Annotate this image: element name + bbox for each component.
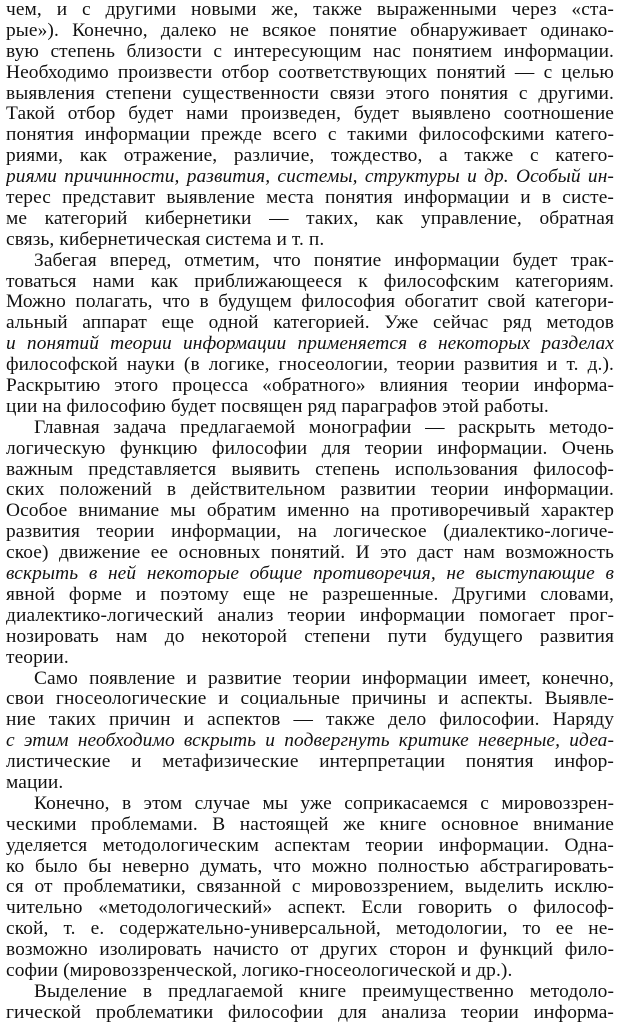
text-segment: ся от проблематики, связанной с мировоззрением, выделить исклю- bbox=[6, 877, 614, 898]
text-line bbox=[6, 313, 614, 334]
text-segment: ческими проблемами. В настоящей же книге основное внимание bbox=[6, 814, 614, 835]
text-segment: теории. bbox=[6, 647, 69, 668]
text-line bbox=[6, 63, 614, 84]
text-line bbox=[6, 334, 614, 355]
text-line bbox=[6, 919, 614, 940]
text-segment: Конечно, в этом случае мы уже соприкасаемся с мировоззрен- bbox=[34, 793, 614, 814]
text-segment: ской, т. е. содержательно-универсальной, методологии, то ее не- bbox=[6, 919, 614, 940]
text-line bbox=[6, 773, 614, 794]
text-line bbox=[6, 710, 614, 731]
text-line bbox=[6, 961, 614, 982]
text-segment: уделяется методологическим аспектам теории информации. Одна- bbox=[6, 835, 614, 856]
text-segment: вую степень близости с интересующим нас понятием информации. bbox=[6, 41, 614, 62]
text-segment: терес представит выявление места понятия информации и в систе- bbox=[6, 188, 614, 209]
text-line bbox=[6, 355, 614, 376]
text-line bbox=[6, 543, 614, 564]
text-segment: рые»). Конечно, далеко не всякое понятие обнаруживает одинако- bbox=[6, 20, 614, 41]
text-segment: Необходимо произвести отбор соответствующих понятий — с целью bbox=[6, 62, 614, 83]
text-line bbox=[6, 84, 614, 105]
text-segment: Такой отбор будет нами произведен, будет выявлено соотношение bbox=[6, 104, 614, 125]
text-segment: ме категорий кибернетики — таких, как управление, обратная bbox=[6, 208, 614, 229]
text-segment: философской науки (в логике, гносеологии, теории развития и т. д.). bbox=[6, 355, 614, 376]
text-line bbox=[6, 689, 614, 710]
text-segment: развития теории информации, на логическое (диалектико-логиче- bbox=[6, 522, 614, 543]
text-line bbox=[6, 585, 614, 606]
text-line bbox=[6, 480, 614, 501]
text-line bbox=[6, 0, 614, 21]
text-line bbox=[6, 292, 614, 313]
text-line bbox=[6, 752, 614, 773]
text-segment: Можно полагать, что в будущем философия обогатит свой категори- bbox=[6, 292, 614, 313]
text-line bbox=[6, 188, 614, 209]
text-segment: альный аппарат еще одной категорией. Уже сейчас ряд методов bbox=[6, 313, 614, 334]
text-line bbox=[6, 877, 614, 898]
text-line bbox=[6, 272, 614, 293]
text-line bbox=[6, 606, 614, 627]
text-segment: связь, кибернетическая система и т. п. bbox=[6, 229, 325, 250]
text-line bbox=[6, 940, 614, 961]
text-segment: диалектико-логический анализ теории информации помогает прог- bbox=[6, 605, 614, 626]
text-line bbox=[6, 125, 614, 146]
text-line bbox=[6, 146, 614, 167]
text-line bbox=[6, 397, 614, 418]
text-segment: Само появление и развитие теории информации имеет, конечно, bbox=[34, 668, 614, 689]
text-segment: ских положений в действительном развитии теории информации. bbox=[6, 480, 614, 501]
text-line bbox=[6, 731, 614, 752]
text-segment: выявления степени существенности связи этого понятия с другими. bbox=[6, 83, 614, 104]
text-line bbox=[6, 460, 614, 481]
text-segment: ко было бы неверно думать, что можно полностью абстрагировать- bbox=[6, 856, 614, 877]
text-segment: логическую функцию философии для теории информации. Очень bbox=[6, 438, 614, 459]
text-line bbox=[6, 209, 614, 230]
text-line bbox=[6, 627, 614, 648]
text-line bbox=[6, 836, 614, 857]
text-segment: ние таких причин и аспектов — также дело философии. Наряду bbox=[6, 710, 614, 731]
text-line bbox=[6, 898, 614, 919]
text-line bbox=[6, 982, 614, 1003]
text-segment: гической проблематики философии для анализа теории информа- bbox=[6, 1002, 614, 1023]
text-segment: вскрыть в ней некоторые общие противоречия, не выступающие в bbox=[6, 564, 614, 585]
text-segment: свои гносеологические и социальные причины и аспекты. Выявле- bbox=[6, 689, 614, 710]
text-segment: с этим необходимо вскрыть и подвергнуть критике неверные, идеа- bbox=[6, 731, 614, 752]
text-line bbox=[6, 167, 614, 188]
text-segment: понятия информации прежде всего с такими философскими катего- bbox=[6, 125, 614, 146]
text-line bbox=[6, 230, 614, 251]
text-line bbox=[6, 794, 614, 815]
text-segment: листические и метафизические интерпретации понятия инфор- bbox=[6, 752, 614, 773]
text-line bbox=[6, 376, 614, 397]
text-segment: чем, и с другими новыми же, также выраженными через «ста- bbox=[6, 0, 614, 20]
text-segment: софии (мировоззренческой, логико-гносеологической и др.). bbox=[6, 960, 513, 981]
text-segment: Главная задача предлагаемой монографии — раскрыть методо- bbox=[34, 417, 614, 438]
text-segment: мации. bbox=[6, 772, 64, 793]
text-line bbox=[6, 669, 614, 690]
text-segment: Особое внимание мы обратим именно на противоречивый характер bbox=[6, 501, 614, 522]
text-line bbox=[6, 439, 614, 460]
text-line bbox=[6, 648, 614, 669]
text-line bbox=[6, 522, 614, 543]
text-segment: важным представляется выявить степень использования философ- bbox=[6, 459, 614, 480]
text-line bbox=[6, 251, 614, 272]
text-segment: Выделение в предлагаемой книге преимущественно методоло- bbox=[34, 981, 614, 1002]
text-line bbox=[6, 104, 614, 125]
text-line bbox=[6, 21, 614, 42]
text-segment: чительно «методологический» аспект. Если говорить о философ- bbox=[6, 898, 614, 919]
text-segment: возможно изолировать начисто от других сторон и функций фило- bbox=[6, 940, 614, 961]
text-line bbox=[6, 501, 614, 522]
text-line bbox=[6, 1003, 614, 1024]
text-segment: ции на философию будет посвящен ряд параграфов этой работы. bbox=[6, 396, 549, 417]
text-line bbox=[6, 42, 614, 63]
text-line bbox=[6, 564, 614, 585]
text-segment: и понятий теории информации применяется в некоторых разделах bbox=[6, 334, 614, 355]
text-line bbox=[6, 815, 614, 836]
text-segment: Забегая вперед, отметим, что понятие информации будет трак- bbox=[34, 250, 614, 271]
text-segment: ское) движение ее основных понятий. И это даст нам возможность bbox=[6, 543, 614, 564]
text-segment: явной форме и поэтому еще не разрешенные. Другими словами, bbox=[6, 584, 614, 605]
text-segment: риями причинности, развития, системы, структуры и др. Особый ин- bbox=[6, 167, 614, 188]
text-segment: нозировать нам до некоторой степени пути будущего развития bbox=[6, 626, 614, 647]
text-segment: риями, как отражение, различие, тождество, а также с катего- bbox=[6, 146, 614, 167]
text-line bbox=[6, 418, 614, 439]
text-segment: Раскрытию этого процесса «обратного» влияния теории информа- bbox=[6, 376, 614, 397]
text-segment: товаться нами как приближающееся к философским категориям. bbox=[6, 271, 614, 292]
text-line bbox=[6, 857, 614, 878]
